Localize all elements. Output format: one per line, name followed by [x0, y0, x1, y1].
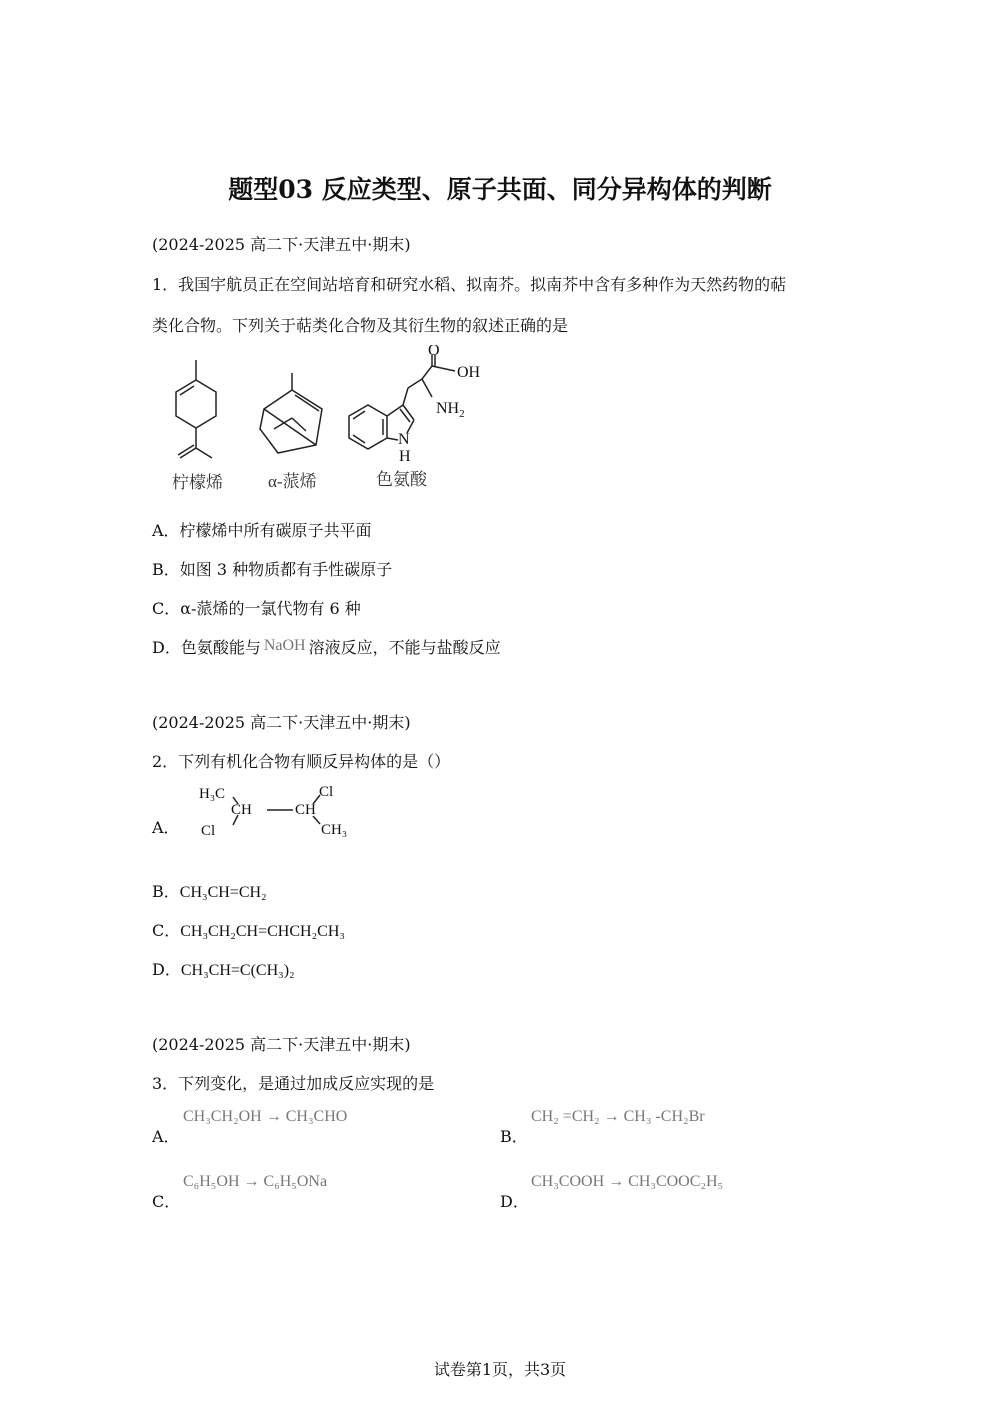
nitrogen-label: N: [398, 431, 410, 448]
methyl-group-right: CH₃: [321, 822, 348, 838]
limonene-label: 柠檬烯: [172, 473, 223, 492]
question-1-source: (2024-2025 高二下·天津五中·期末): [152, 235, 411, 254]
limonene-structure: [176, 360, 216, 458]
page-footer: 试卷第1页，共3页: [433, 1360, 567, 1379]
page-title: 题型03 反应类型、原子共面、同分异构体的判断: [228, 175, 772, 204]
question-3-option-d-formula: CH₃COOH → CH₃COOC₂H₅: [531, 1173, 724, 1190]
question-3-stem: 3．下列变化，是通过加成反应实现的是: [152, 1074, 435, 1093]
question-2-option-a-structure: [195, 780, 375, 842]
question-3-option-a-label: A．: [152, 1127, 180, 1146]
question-3-option-b-formula: CH₂ =CH₂ → CH₃ -CH₂Br: [531, 1108, 705, 1125]
question-3-option-a-formula: CH₃CH₂OH → CH₃CHO: [183, 1108, 348, 1125]
question-2-option-d: D．CH₃CH=C(CH₃)₂: [152, 960, 295, 979]
oxygen-label: O: [428, 345, 440, 359]
methyl-group-left: H₃C: [199, 786, 226, 802]
hydrogen-label: H: [399, 448, 411, 465]
question-1-stem-line-2: 类化合物。下列关于萜类化合物及其衍生物的叙述正确的是: [152, 316, 569, 335]
question-2-option-b: B．CH₃CH=CH₂: [152, 882, 267, 901]
question-3-option-b-label: B．: [500, 1127, 528, 1146]
question-1-option-d: D．色氨酸能与 NaOH 溶液反应，不能与盐酸反应: [152, 637, 501, 657]
hydroxyl-label: OH: [457, 364, 481, 381]
question-1-option-b: B．如图 3 种物质都有手性碳原子: [152, 560, 393, 579]
naoh-formula: NaOH: [263, 637, 306, 654]
question-3-option-c-label: C．: [152, 1192, 181, 1211]
question-2-option-c: C．CH₃CH₂CH=CHCH₂CH₃: [152, 921, 345, 940]
question-2-source: (2024-2025 高二下·天津五中·期末): [152, 713, 411, 732]
ch-right: CH: [295, 802, 316, 818]
question-3-source: (2024-2025 高二下·天津五中·期末): [152, 1035, 411, 1054]
question-2-stem: 2．下列有机化合物有顺反异构体的是（）: [152, 752, 451, 771]
tryptophan-label: 色氨酸: [376, 470, 427, 489]
question-1-option-c: C．α-蒎烯的一氯代物有 6 种: [152, 599, 361, 618]
question-1-option-a: A．柠檬烯中所有碳原子共平面: [152, 521, 372, 540]
question-1-stem-line-1: 1．我国宇航员正在空间站培育和研究水稻、拟南芥。拟南芥中含有多种作为天然药物的萜: [152, 275, 787, 294]
question-3-option-c-formula: C₆H₅OH → C₆H₅ONa: [183, 1173, 328, 1190]
question-2-option-a-label: A．: [152, 818, 180, 837]
ch-left: CH: [231, 802, 252, 818]
question-1-structures-figure: [150, 345, 510, 500]
amino-label: $NH_2$: [436, 400, 465, 420]
question-3-option-d-label: D．: [500, 1192, 529, 1211]
alpha-pinene-label: α-蒎烯: [268, 472, 317, 491]
chlorine-bottom: Cl: [201, 823, 216, 839]
alpha-pinene-structure: [260, 373, 322, 453]
chlorine-top: Cl: [319, 784, 334, 800]
